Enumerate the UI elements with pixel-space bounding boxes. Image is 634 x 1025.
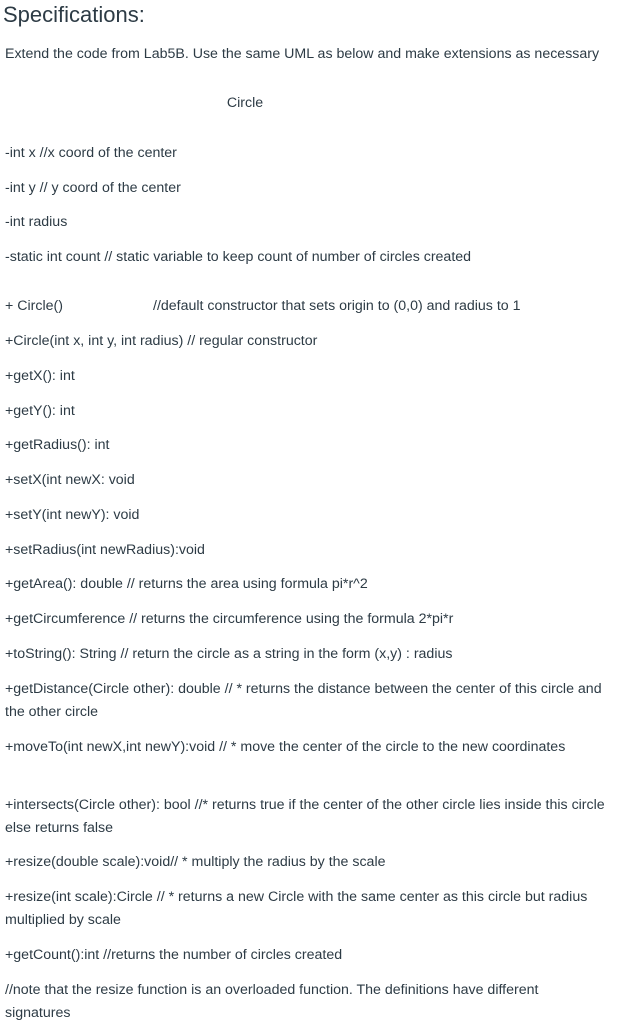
- method-getradius: +getRadius(): int: [5, 437, 110, 453]
- method-regular-constructor: +Circle(int x, int y, int radius) // regular constructor: [5, 333, 318, 349]
- method-intersects: +intersects(Circle other): bool //* returns true if the center of the other circle lies inside this circle else returns false: [5, 797, 605, 836]
- attribute-radius: -int radius: [5, 214, 68, 230]
- attribute-count: -static int count // static variable to keep count of number of circles created: [5, 249, 472, 265]
- method-getarea: +getArea(): double // returns the area using formula pi*r^2: [5, 576, 368, 592]
- attribute-x: -int x //x coord of the center: [5, 145, 177, 161]
- method-getdistance: +getDistance(Circle other): double // * returns the distance between the center of this circle and the other circle: [5, 681, 602, 720]
- method-resize-double: +resize(double scale):void// * multiply the radius by the scale: [5, 854, 386, 870]
- overload-note: //note that the resize function is an overloaded function. The definitions have different signatures: [5, 982, 539, 1021]
- default-constructor-signature: + Circle(): [5, 298, 63, 314]
- method-gety: +getY(): int: [5, 403, 75, 419]
- method-moveto: +moveTo(int newX,int newY):void // * move the center of the circle to the new coordinates: [5, 739, 566, 755]
- method-tostring: +toString(): String // return the circle as a string in the form (x,y) : radius: [5, 646, 453, 662]
- method-getcount: +getCount():int //returns the number of circles created: [5, 947, 343, 963]
- default-constructor: [5, 296, 605, 316]
- method-setradius: +setRadius(int newRadius):void: [5, 542, 205, 558]
- method-getx: +getX(): int: [5, 368, 75, 384]
- method-getcircumference: +getCircumference // returns the circumference using the formula 2*pi*r: [5, 611, 454, 627]
- method-sety: +setY(int newY): void: [5, 507, 140, 523]
- page-heading: Specifications:: [3, 2, 145, 27]
- attribute-y: -int y // y coord of the center: [5, 180, 181, 196]
- default-constructor-comment: //default constructor that sets origin to (0,0) and radius to 1: [153, 298, 521, 314]
- method-setx: +setX(int newX: void: [5, 472, 135, 488]
- intro-text: Extend the code from Lab5B. Use the same UML as below and make extensions as necessary: [5, 46, 600, 62]
- method-resize-int: +resize(int scale):Circle // * returns a new Circle with the same center as this circle but radius multiplied by scale: [5, 889, 588, 928]
- uml-class-name: Circle: [226, 95, 264, 111]
